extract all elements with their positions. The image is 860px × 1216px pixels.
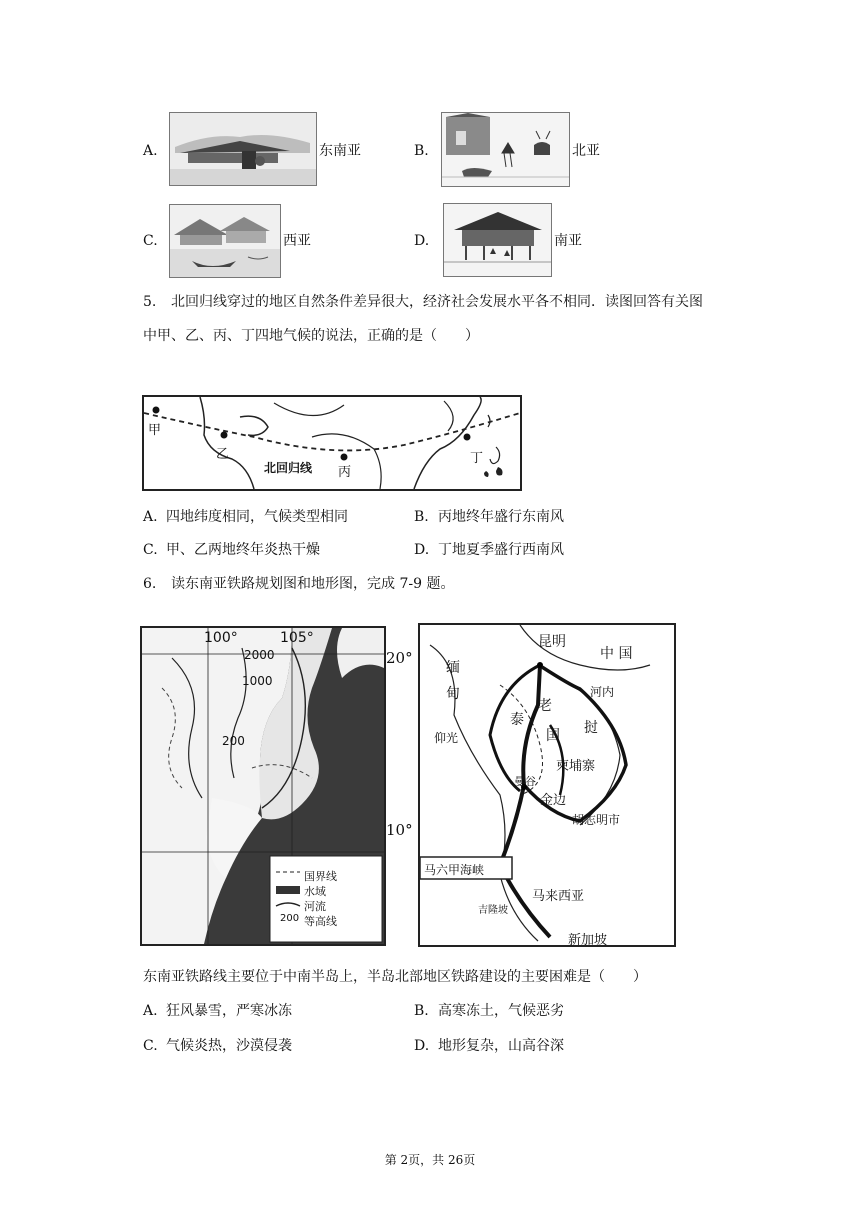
- legend-border-label: 国界线: [304, 870, 337, 883]
- q5-option-d-letter: D.: [414, 542, 430, 558]
- q6-option-c-text: 气候炎热，沙漠侵袭: [166, 1038, 292, 1054]
- rail-label-vietnam: 挝: [584, 720, 598, 736]
- terrain-label-lon-100: 100°: [204, 630, 238, 646]
- page-footer: 第 2页，共 26页: [384, 1153, 476, 1167]
- q4-option-a-image: [169, 112, 317, 186]
- rail-label-kl: 吉隆坡: [478, 905, 508, 916]
- terrain-label-200: 200: [222, 734, 245, 748]
- q6-option-b-text: 高寒冻土，气候恶劣: [438, 1003, 564, 1019]
- rail-label-laos: 老: [538, 698, 552, 714]
- q5-option-a-text: 四地纬度相同，气候类型相同: [166, 509, 348, 525]
- legend-river-label: 河流: [304, 900, 326, 913]
- q4-option-d-label: 南亚: [554, 233, 582, 249]
- q5-option-a-letter: A.: [143, 509, 158, 525]
- q6-option-d-letter: D.: [414, 1038, 430, 1054]
- tropic-map-drawing: [144, 397, 520, 489]
- rail-label-cambodia: 柬埔寨: [556, 759, 596, 774]
- rail-label-myanmar-2: 甸: [446, 686, 460, 702]
- tropic-of-cancer-map: [142, 395, 522, 491]
- q4-option-b-letter: B.: [414, 143, 429, 159]
- sled-reindeer-illustration-icon: [442, 113, 569, 186]
- q6-option-d-text: 地形复杂，山高谷深: [438, 1038, 564, 1054]
- q4-option-c-image: [169, 204, 281, 278]
- q4-option-c-label: 西亚: [283, 233, 311, 249]
- boat-village-illustration-icon: [170, 205, 280, 277]
- terrain-label-2000: 2000: [244, 648, 275, 662]
- rail-label-kunming: 昆明: [538, 634, 566, 650]
- terrain-label-lat-10: 10°: [386, 821, 413, 839]
- q5-option-b-letter: B.: [414, 509, 429, 525]
- rail-label-hanoi: 河内: [590, 685, 615, 699]
- legend-contour-sample: 200: [280, 913, 300, 924]
- legend-contour-label: 等高线: [304, 915, 337, 928]
- q6-option-b-letter: B.: [414, 1003, 429, 1019]
- map-label-tropic: 北回归线: [264, 461, 313, 475]
- q6-sub-question: 东南亚铁路线主要位于中南半岛上，半岛北部地区铁路建设的主要困难是（ ）: [143, 969, 647, 985]
- q4-option-a-letter: A.: [143, 143, 158, 159]
- q4-option-b-label: 北亚: [572, 143, 600, 159]
- q4-option-a-label: 东南亚: [319, 143, 361, 159]
- legend-water-label: 水域: [304, 885, 326, 898]
- q4-option-d-letter: D.: [414, 233, 430, 249]
- rail-label-bangkok: 曼谷: [514, 775, 536, 788]
- q6-option-a-letter: A.: [143, 1003, 158, 1019]
- rail-label-hcmc: 胡志明市: [572, 813, 621, 827]
- q5-option-b-text: 丙地终年盛行东南风: [438, 509, 564, 525]
- rail-label-myanmar-1: 缅: [446, 660, 460, 676]
- q5-option-c-text: 甲、乙两地终年炎热干燥: [166, 542, 320, 558]
- map-label-ding: 丁: [470, 451, 484, 466]
- rail-label-yangon: 仰光: [434, 731, 459, 745]
- rail-label-singapore: 新加坡: [568, 933, 608, 947]
- map-label-jia: 甲: [148, 423, 162, 438]
- map-label-yi: 乙: [216, 447, 230, 462]
- terrain-label-lon-105: 105°: [280, 630, 314, 646]
- q5-option-c-letter: C.: [143, 542, 158, 558]
- q5-number: 5.: [143, 294, 157, 310]
- rail-label-thailand-2: 国: [546, 728, 560, 744]
- q4-option-c-letter: C.: [143, 233, 158, 249]
- rail-label-thailand-1: 泰: [510, 712, 524, 728]
- terrain-label-lat-20: 20°: [386, 649, 413, 667]
- q6-option-c-letter: C.: [143, 1038, 158, 1054]
- thatched-house-illustration-icon: [170, 113, 316, 185]
- map-label-bing: 丙: [338, 465, 352, 480]
- q5-stem-line2: 中甲、乙、丙、丁四地气候的说法，正确的是（ ）: [143, 328, 479, 344]
- q4-option-b-image: [441, 112, 570, 187]
- terrain-map: [140, 626, 386, 946]
- terrain-label-1000: 1000: [242, 674, 273, 688]
- stilt-house-illustration-icon: [444, 204, 551, 276]
- q5-stem-line1: 北回归线穿过的地区自然条件差异很大，经济社会发展水平各不相同．读图回答有关图: [171, 294, 703, 310]
- railway-map: [418, 623, 676, 947]
- rail-label-china: 中 国: [600, 646, 633, 662]
- q4-option-d-image: [443, 203, 552, 277]
- rail-label-phnompenh: 金边: [540, 793, 567, 808]
- rail-label-malacca: 马六甲海峡: [424, 863, 485, 877]
- q6-option-a-text: 狂风暴雪，严寒冰冻: [166, 1003, 292, 1019]
- rail-label-malaysia: 马来西亚: [532, 889, 585, 904]
- q6-stem: 读东南亚铁路规划图和地形图，完成 7-9 题。: [171, 576, 455, 592]
- q5-option-d-text: 丁地夏季盛行西南风: [438, 542, 564, 558]
- q6-number: 6.: [143, 576, 157, 592]
